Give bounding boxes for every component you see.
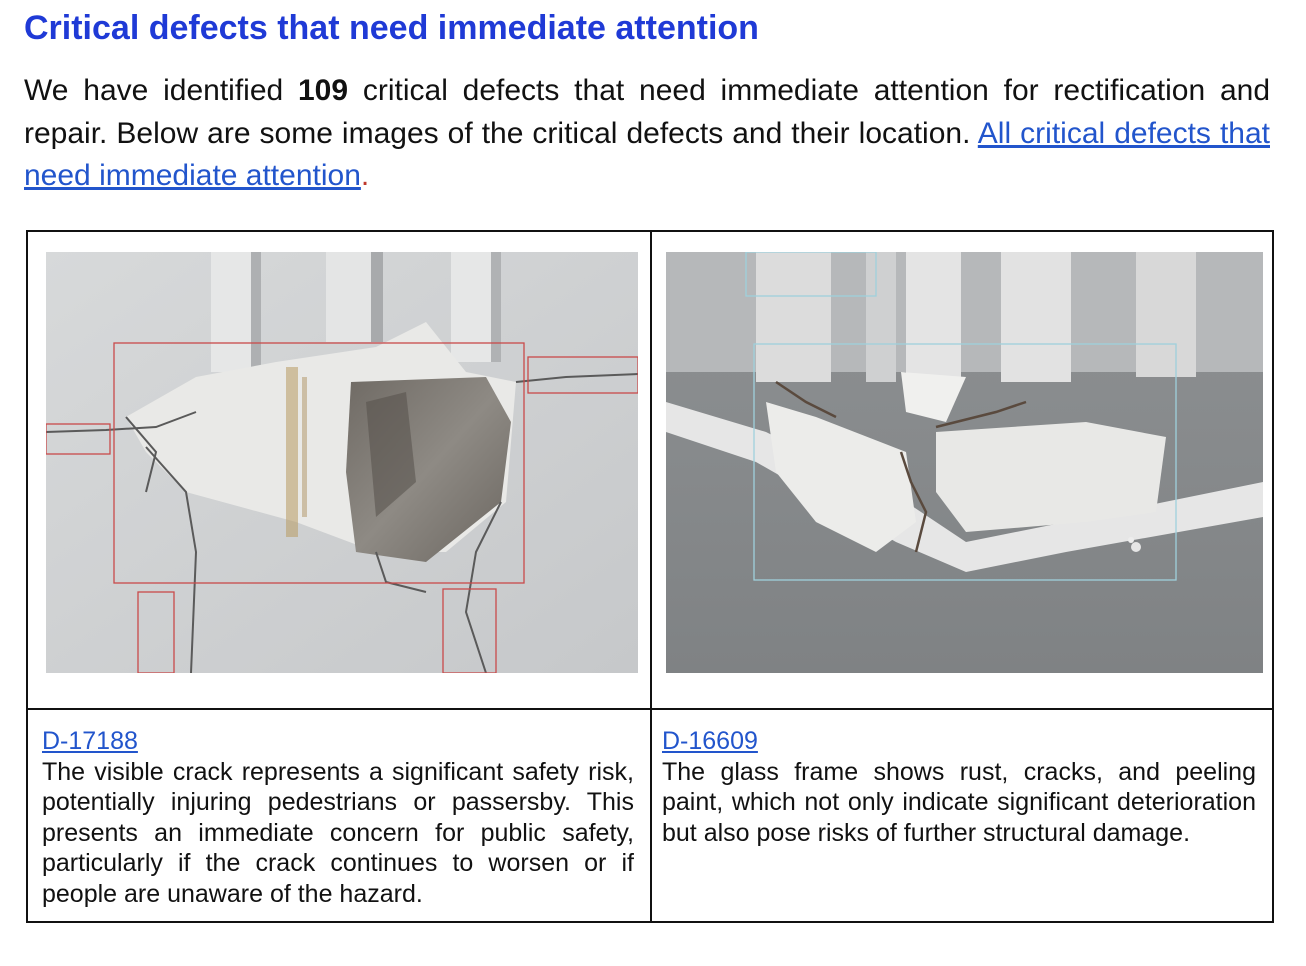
defect-caption-1 — [42, 726, 634, 909]
table-divider-vertical — [650, 232, 652, 921]
all-critical-defects-link[interactable]: All critical defects that need immediate attention — [24, 116, 1270, 192]
defect-link-d17188[interactable]: D-17188 — [42, 727, 138, 755]
intro-paragraph — [24, 70, 1270, 198]
intro-period: . — [360, 159, 370, 192]
defect-photo-glass-frame — [666, 252, 1263, 673]
defect-link-d16609[interactable]: D-16609 — [662, 727, 758, 755]
defect-description-2: The glass frame shows rust, cracks, and peeling paint, which not only indicate significant deterioration but also pose risks of further structural damage. — [662, 757, 1256, 847]
table-divider-horizontal — [28, 708, 1272, 710]
defect-count: 109 — [298, 74, 349, 107]
intro-lead: We have identified — [24, 74, 298, 107]
defect-photo-wall-crack — [46, 252, 638, 673]
page-title: Critical defects that need immediate attention — [24, 9, 759, 47]
defect-description-1: The visible crack represents a significant safety risk, potentially injuring pedestrians or passersby. This presents an immediate concern for public safety, particularly if the crack continues to worsen or if people are unaware of the hazard. — [42, 757, 634, 908]
defects-table — [26, 230, 1274, 923]
defect-caption-2 — [662, 726, 1256, 848]
intro-body: critical defects that need immediate attention for rectification and repair. Below are some images of the critical defects and their location. — [24, 74, 1270, 150]
